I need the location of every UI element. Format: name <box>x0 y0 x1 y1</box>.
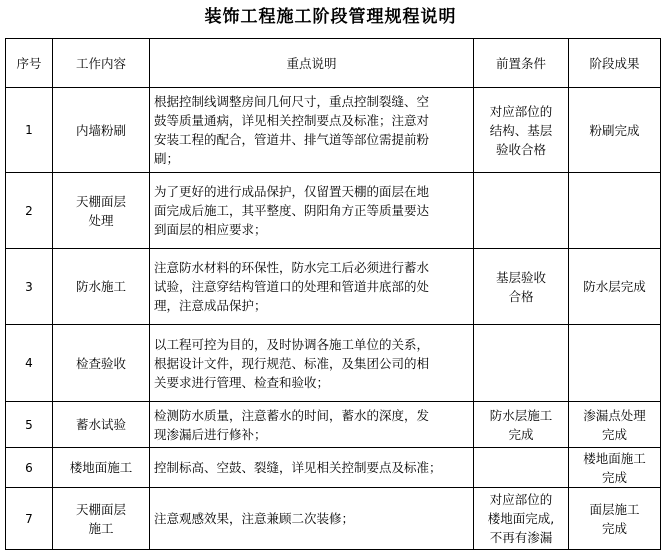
header-work: 工作内容 <box>53 39 150 88</box>
notes-line: 试验，注意穿结构管道口的处理和管道井底部的处 <box>154 279 430 294</box>
table-row <box>6 448 661 488</box>
work-line: 内墙粉刷 <box>75 122 126 138</box>
notes-cell <box>150 173 474 249</box>
notes-line: 关要求进行管理、检查和验收； <box>154 374 330 390</box>
result-line: 粉刷完成 <box>589 122 640 138</box>
row-number: 2 <box>6 173 53 249</box>
work-cell <box>53 173 150 249</box>
row-number: 4 <box>6 325 53 402</box>
table-header-row <box>6 39 661 88</box>
header-no: 序号 <box>6 39 53 88</box>
precondition-cell <box>474 488 569 550</box>
work-cell <box>53 88 150 173</box>
notes-line: 鼓等质量通病，详见相关控制要点及标准；注意对 <box>154 113 430 128</box>
notes-cell <box>150 249 474 325</box>
work-line: 防水施工 <box>75 279 126 294</box>
notes-line: 根据设计文件，现行规范、标准，及集团公司的相 <box>154 355 430 371</box>
notes-cell <box>150 88 474 173</box>
precondition-line: 防水层施工 <box>489 407 553 423</box>
table-row <box>6 488 661 550</box>
result-cell <box>569 88 661 173</box>
notes-line: 以工程可控为目的，及时协调各施工单位的关系， <box>154 336 430 352</box>
work-line: 处理 <box>88 212 114 228</box>
result-cell <box>569 173 661 249</box>
table-row <box>6 173 661 249</box>
notes-cell <box>150 448 474 488</box>
table-row <box>6 402 661 448</box>
work-cell <box>53 402 150 448</box>
notes-line: 面完成后施工，其平整度、阴阳角方正等质量要达 <box>154 203 430 218</box>
header-precondition: 前置条件 <box>474 39 569 88</box>
result-cell <box>569 249 661 325</box>
notes-line: 注意观感效果，注意兼顾二次装修； <box>154 511 355 526</box>
notes-line: 检测防水质量，注意蓄水的时间，蓄水的深度，发 <box>154 407 430 423</box>
notes-line: 现渗漏后进行修补； <box>154 426 267 442</box>
notes-cell <box>150 402 474 448</box>
notes-line: 控制标高、空鼓、裂缝，详见相关控制要点及标准； <box>154 460 442 475</box>
work-line: 施工 <box>88 520 114 536</box>
precondition-cell <box>474 402 569 448</box>
precondition-line: 结构、基层 <box>489 122 553 138</box>
notes-line: 安装工程的配合，管道井、排气道等部位需提前粉 <box>154 132 430 147</box>
work-line: 楼地面施工 <box>69 460 133 475</box>
row-number: 7 <box>6 488 53 550</box>
header-result: 阶段成果 <box>569 39 661 88</box>
work-cell <box>53 488 150 550</box>
document-title: 装饰工程施工阶段管理规程说明 <box>204 7 457 27</box>
result-line: 渗漏点处理 <box>583 407 646 423</box>
row-number: 5 <box>6 402 53 448</box>
row-number: 1 <box>6 88 53 173</box>
result-line: 完成 <box>601 520 627 536</box>
precondition-line: 对应部位的 <box>489 492 553 507</box>
notes-line: 根据控制线调整房间几何尺寸，重点控制裂缝、空 <box>154 94 430 109</box>
work-line: 天棚面层 <box>75 501 126 517</box>
precondition-cell <box>474 173 569 249</box>
header-notes: 重点说明 <box>150 39 474 88</box>
notes-cell <box>150 325 474 402</box>
result-line: 完成 <box>601 426 627 442</box>
work-cell <box>53 448 150 488</box>
precondition-line: 对应部位的 <box>489 103 553 119</box>
notes-line: 到面层的相应要求； <box>154 222 267 237</box>
work-line: 检查验收 <box>75 355 126 371</box>
result-line: 防水层完成 <box>583 279 646 294</box>
table-row <box>6 88 661 173</box>
precondition-cell <box>474 249 569 325</box>
work-line: 蓄水试验 <box>75 417 126 432</box>
notes-line: 刷； <box>154 151 180 166</box>
result-line: 面层施工 <box>589 501 640 517</box>
result-line: 楼地面施工 <box>583 450 646 466</box>
precondition-line: 楼地面完成, <box>487 511 555 526</box>
row-number: 3 <box>6 249 53 325</box>
table-row <box>6 249 661 325</box>
precondition-line: 合格 <box>508 288 534 304</box>
precondition-cell <box>474 88 569 173</box>
result-cell <box>569 448 661 488</box>
work-line: 天棚面层 <box>75 193 126 209</box>
notes-line: 为了更好的进行成品保护，仅留置天棚的面层在地 <box>154 184 430 199</box>
result-cell <box>569 488 661 550</box>
precondition-line: 不再有渗漏 <box>489 530 553 545</box>
precondition-cell <box>474 325 569 402</box>
precondition-cell <box>474 448 569 488</box>
notes-line: 注意防水材料的环保性，防水完工后必须进行蓄水 <box>154 260 430 275</box>
table-row <box>6 325 661 402</box>
result-cell <box>569 402 661 448</box>
work-cell <box>53 325 150 402</box>
notes-line: 理，注意成品保护； <box>154 298 267 313</box>
notes-cell <box>150 488 474 550</box>
work-cell <box>53 249 150 325</box>
procedure-table <box>5 38 661 550</box>
precondition-line: 完成 <box>508 426 534 442</box>
precondition-line: 基层验收 <box>495 269 546 285</box>
result-cell <box>569 325 661 402</box>
precondition-line: 验收合格 <box>495 141 546 157</box>
result-line: 完成 <box>601 469 627 485</box>
row-number: 6 <box>6 448 53 488</box>
